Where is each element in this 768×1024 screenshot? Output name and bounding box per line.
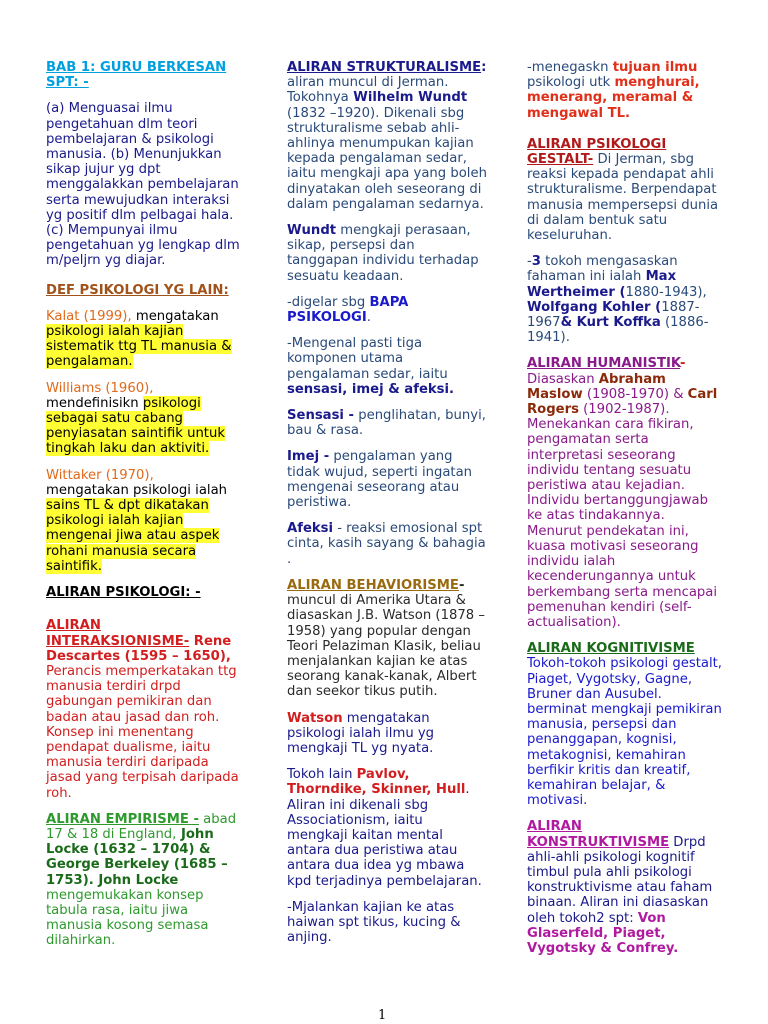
wundt-text: Wundt mengkaji perasaan, sikap, persepsi dan tanggapan individu terhadap sesuatu keadaan.	[287, 223, 479, 284]
column-middle	[287, 60, 487, 956]
bab-heading: BAB 1: GURU BERKESAN SPT: -	[46, 60, 227, 91]
bapa-psikologi: -digelar sbg BAPA PSIKOLOGI.	[287, 294, 409, 326]
def-heading: DEF PSIKOLOGI YG LAIN:	[46, 282, 229, 298]
tokoh-lain-text: Tokoh lain Pavlov, Thorndike, Skinner, Hull. Aliran ini dikenali sbg Associationism, iaitu mengkaji kaitan mental antara dua peristiwa atau antara dua idea yg mbawa kpd terjadinya pembelajaran.	[287, 767, 482, 889]
tujuan-ilmu: -menegaskn tujuan ilmu psikologi utk menghurai, menerang, meramal & mengawal TL.	[527, 60, 700, 121]
tokoh-gestalt: -3 tokoh mengasaskan fahaman ini ialah Max Wertheimer (1880-1943), Wolfgang Kohler (1887-1967& Kurt Koffka (1886-1941).	[527, 254, 709, 346]
afeksi-text: Afeksi - reaksi emosional spt cinta, kasih sayang & bahagia .	[287, 521, 486, 567]
aliran-behaviorisme: ALIRAN BEHAVIORISME- muncul di Amerika Utara & diasaskan J.B. Watson (1878 – 1958) yang popular dengan Teori Pelaziman Klasik, beliau menjalankan kajian ke atas seorang kanak-kanak, Albert dan seekor tikus putih.	[287, 577, 485, 700]
aliran-kognitivisme: ALIRAN KOGNITIVISME Tokoh-tokoh psikologi gestalt, Piaget, Vygotsky, Gagne, Bruner dan Ausubel. berminat mengkaji pemikiran manusia, persepsi dan penanggapan, kognisi, metakognisi, kemahiran berfikir kritis dan kreatif, kemahiran belajar, & motivasi.	[527, 641, 722, 809]
watson-text: Watson mengatakan psikologi ialah ilmu yg mengkaji TL yg nyata.	[287, 710, 435, 756]
aliran-gestalt: ALIRAN PSIKOLOGI GESTALT- Di Jerman, sbg reaksi kepada pendapat ahli strukturalisme. Berpendapat manusia mempersepsi dunia di dalam bentuk satu keseluruhan.	[527, 136, 719, 244]
column-right	[527, 60, 723, 967]
komponen-text: -Mengenal pasti tiga komponen utama pengalaman sedar, iaitu sensasi, imej & afeksi.	[287, 336, 455, 397]
aliran-strukturalisme: ALIRAN STRUKTURALISME: aliran muncul di Jerman. Tokohnya Wilhelm Wundt (1832 –1920). Dikenali sbg strukturalisme sebab ahli-ahlinya menumpukan kajian kepada pengalaman sedar, iaitu mengkaji apa yang boleh dinyatakan oleh seseorang di dalam pengalaman sedarnya.	[287, 60, 487, 212]
sensasi-text: Sensasi - penglihatan, bunyi, bau & rasa.	[287, 408, 486, 439]
column-left	[46, 60, 246, 960]
aliran-empirisme: ALIRAN EMPIRISME - abad 17 & 18 di England, John Locke (1632 – 1704) & George Berkeley (1685 – 1753). John Locke mengemukakan konsep tabula rasa, iaitu jiwa manusia kosong semasa dilahirkan.	[46, 811, 237, 949]
aliran-heading: ALIRAN PSIKOLOGI: -	[46, 585, 201, 601]
mjalankan-text: -Mjalankan kajian ke atas haiwan spt tikus, kucing & anjing.	[287, 899, 461, 946]
imej-text: Imej - pengalaman yang tidak wujud, seperti ingatan mengenai seseorang atau peristiwa.	[287, 449, 473, 511]
aliran-humanistik: ALIRAN HUMANISTIK- Diasaskan Abraham Maslow (1908-1970) & Carl Rogers (1902-1987). Menekankan cara fikiran, pengamatan serta interpretasi seseorang individu tentang sesuatu peristiwa atau kejadian. Individu bertanggungjawab ke atas tindakannya. Menurut pendekatan ini, kuasa motivasi seseorang individu ialah kecenderungannya untuk berkembang serta mencapai pemenuhan kendiri (self-actualisation).	[527, 356, 718, 630]
def-williams: Williams (1960), mendefinisikn psikologi sebagai satu cabang penyiasatan saintifik untuk tingkah laku dan aktiviti.	[46, 380, 225, 457]
bab-items: (a) Menguasai ilmu pengetahuan dlm teori pembelajaran & psikologi manusia. (b) Menunjukkan sikap jujur yg dpt menggalakkan pembelajaran serta mewujudkan interaksi yg positif dlm pelbagai hala. (c) Mempunyai ilmu pengetahuan yg lengkap dlm m/peljrn yg diajar.	[46, 101, 240, 269]
def-kalat: Kalat (1999), mengatakan psikologi ialah kajian sistematik ttg TL manusia & pengalaman.	[46, 308, 232, 370]
page-number: 1	[378, 1008, 387, 1023]
aliran-konstruktivisme: ALIRAN KONSTRUKTIVISME Drpd ahli-ahli psikologi kognitif timbul pula ahli psikologi konstruktivisme atau faham binaan. Aliran ini diasaskan oleh tokoh2 spt: Von Glaserfeld, Piaget, Vygotsky & Confrey.	[527, 819, 713, 956]
aliran-interaksionisme: ALIRAN INTERAKSIONISME- Rene Descartes (1595 – 1650), Perancis memperkatakan ttg manusia terdiri drpd gabungan pemikiran dan badan atau jasad dan roh. Konsep ini menentang pendapat dualisme, iaitu manusia terdiri daripada jasad yang terpisah daripada roh.	[46, 618, 239, 801]
def-wittaker: Wittaker (1970), mengatakan psikologi ialah sains TL & dpt dikatakan psikologi ialah kajian mengenai jiwa atau aspek rohani manusia secara saintifik.	[46, 467, 228, 574]
